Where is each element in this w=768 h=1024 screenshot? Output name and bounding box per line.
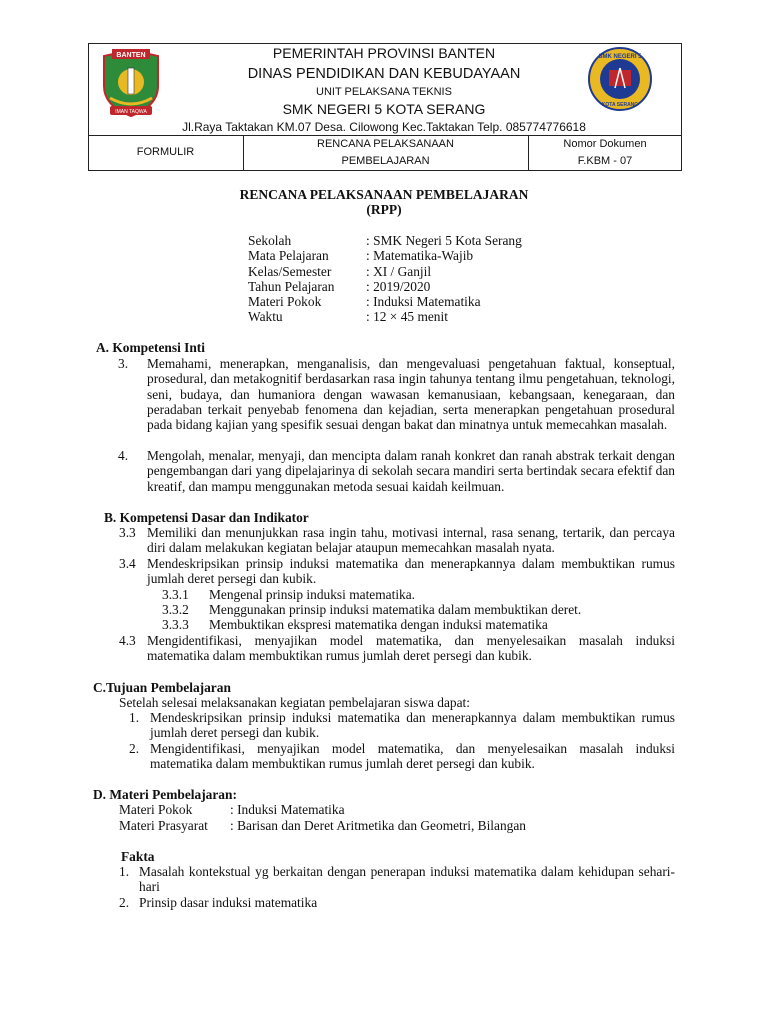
materi-label: Materi Prasyarat	[119, 818, 208, 833]
page-subtitle: (RPP)	[366, 202, 402, 217]
identity-table	[248, 233, 678, 325]
section-c-item-text: Mendeskripsikan prinsip induksi matematika dan menerapkannya dalam membuktikan rumus jumlah deret persegi dan kubik.	[150, 710, 675, 741]
section-b-item-num: 3.3	[119, 525, 136, 540]
section-b-item-num: 4.3	[119, 633, 136, 648]
subitem-num: 3.3.2	[162, 602, 189, 617]
identity-row	[248, 309, 678, 324]
fakta-item-num: 1.	[119, 864, 130, 879]
materi-value: : Induksi Matematika	[230, 802, 345, 817]
section-c-item-num: 2.	[129, 741, 140, 756]
identity-value: : XI / Ganjil	[366, 263, 432, 279]
materi-label: Materi Pokok	[119, 802, 193, 817]
identity-value: : Induksi Matematika	[366, 294, 481, 310]
section-a-item-num: 3.	[118, 356, 129, 371]
identity-row	[248, 233, 678, 248]
section-b-item-text: Mendeskripsikan prinsip induksi matematika dan menerapkannya dalam membuktikan rumus jumlah deret persegi dan kubik.	[147, 556, 675, 587]
subitem-num: 3.3.1	[162, 587, 189, 602]
banten-logo-bottom-text: IMAN TAQWA	[115, 109, 147, 115]
section-b-item-text: Memiliki dan menunjukkan rasa ingin tahu, motivasi internal, rasa senang, tertarik, dan percaya diri dalam melakukan kegiatan belajar ataupun memecahkan masalah nyata.	[147, 525, 675, 556]
fakta-item-text: Masalah kontekstual yg berkaitan dengan penerapan induksi matematika dalam kehidupan sehari-hari	[139, 864, 675, 895]
doc-title-2: PEMBELAJARAN	[341, 155, 430, 167]
identity-row	[248, 264, 678, 279]
subitem-text: Membuktikan ekspresi matematika dengan induksi matematika	[209, 617, 548, 632]
page-title: RENCANA PELAKSANAAN PEMBELAJARAN	[239, 187, 529, 202]
banten-logo-top-text: BANTEN	[116, 52, 146, 59]
section-a-item-text: Memahami, menerapkan, menganalisis, dan mengevaluasi pengetahuan faktual, konseptual, prosedural, dan metakognitif berdasarkan rasa ingin tahunya tentang ilmu pengetahuan, teknologi, seni, budaya, dan humaniora dengan wawasan kemanusiaan, kebangsaan, kenegaraan, dan peradaban terkait penyebab fenomena dan kejadian, serta menerapkan pengetahuan prosedural pada bidang kajian yang spesifik sesuai dengan bakat dan minatnya untuk memecahkan masalah.	[147, 356, 675, 433]
header-address: Jl.Raya Taktakan KM.07 Desa. Cilowong Kec.Taktakan Telp. 085774776618	[182, 120, 586, 134]
doc-number-value: F.KBM - 07	[577, 155, 633, 167]
subitem-num: 3.3.3	[162, 617, 189, 632]
doc-number-label: Nomor Dokumen	[563, 138, 647, 150]
fakta-item-num: 2.	[119, 895, 130, 910]
form-label: FORMULIR	[136, 146, 195, 158]
section-a-item-text: Mengolah, menalar, menyaji, dan mencipta dalam ranah konkret dan ranah abstrak terkait dengan pengembangan dari yang dipelajarinya di sekolah secara mandiri serta bertindak secara efektif dan kreatif, dan mampu menggunakan metoda sesuai kaidah keilmuan.	[147, 448, 675, 494]
smk-logo-top-text: SMK NEGERI 5	[598, 54, 642, 60]
doc-title-1: RENCANA PELAKSANAAN	[317, 138, 454, 150]
subitem-text: Mengenal prinsip induksi matematika.	[209, 587, 416, 602]
fakta-item-text: Prinsip dasar induksi matematika	[139, 895, 318, 910]
section-a-heading: A. Kompetensi Inti	[96, 340, 205, 355]
section-a-item-num: 4.	[118, 448, 129, 463]
header-line3: UNIT PELAKSANA TEKNIS	[316, 86, 452, 98]
identity-label: Kelas/Semester	[248, 263, 332, 279]
identity-value: : 12 × 45 menit	[366, 309, 448, 325]
section-d-heading: D. Materi Pembelajaran:	[93, 787, 237, 802]
header-line1: PEMERINTAH PROVINSI BANTEN	[272, 45, 496, 61]
identity-label: Mata Pelajaran	[248, 248, 329, 264]
section-b-item-num: 3.4	[119, 556, 136, 571]
identity-label: Sekolah	[248, 233, 292, 248]
identity-label: Waktu	[248, 309, 283, 325]
fakta-heading: Fakta	[121, 849, 155, 864]
section-c-item-text: Mengidentifikasi, menyajikan model matematika, dan menyelesaikan masalah induksi matematika dalam membuktikan rumus jumlah deret persegi dan kubik.	[150, 741, 675, 772]
identity-row	[248, 294, 678, 309]
identity-value: : SMK Negeri 5 Kota Serang	[366, 233, 522, 248]
subitem-text: Menggunakan prinsip induksi matematika dalam membuktikan deret.	[209, 602, 582, 617]
header-line2: DINAS PENDIDIKAN DAN KEBUDAYAAN	[247, 66, 521, 82]
identity-label: Materi Pokok	[248, 294, 322, 310]
identity-row	[248, 248, 678, 263]
identity-row	[248, 279, 678, 294]
materi-value: : Barisan dan Deret Aritmetika dan Geometri, Bilangan	[230, 818, 526, 833]
header-line4: SMK NEGERI 5 KOTA SERANG	[282, 101, 486, 117]
smk-logo-bottom-text: KOTA SERANG	[601, 102, 639, 108]
identity-value: : 2019/2020	[366, 278, 431, 294]
letterhead-divider	[88, 135, 682, 136]
section-c-heading: C.Tujuan Pembelajaran	[93, 680, 231, 695]
section-b-item-text: Mengidentifikasi, menyajikan model matematika, dan menyelesaikan masalah induksi matematika dalam membuktikan rumus jumlah deret persegi dan kubik.	[147, 633, 675, 664]
section-b-heading: B. Kompetensi Dasar dan Indikator	[104, 510, 309, 525]
identity-label: Tahun Pelajaran	[248, 278, 335, 294]
identity-value: : Matematika-Wajib	[366, 248, 474, 264]
section-c-intro: Setelah selesai melaksanakan kegiatan pembelajaran siswa dapat:	[119, 695, 470, 710]
section-c-item-num: 1.	[129, 710, 140, 725]
